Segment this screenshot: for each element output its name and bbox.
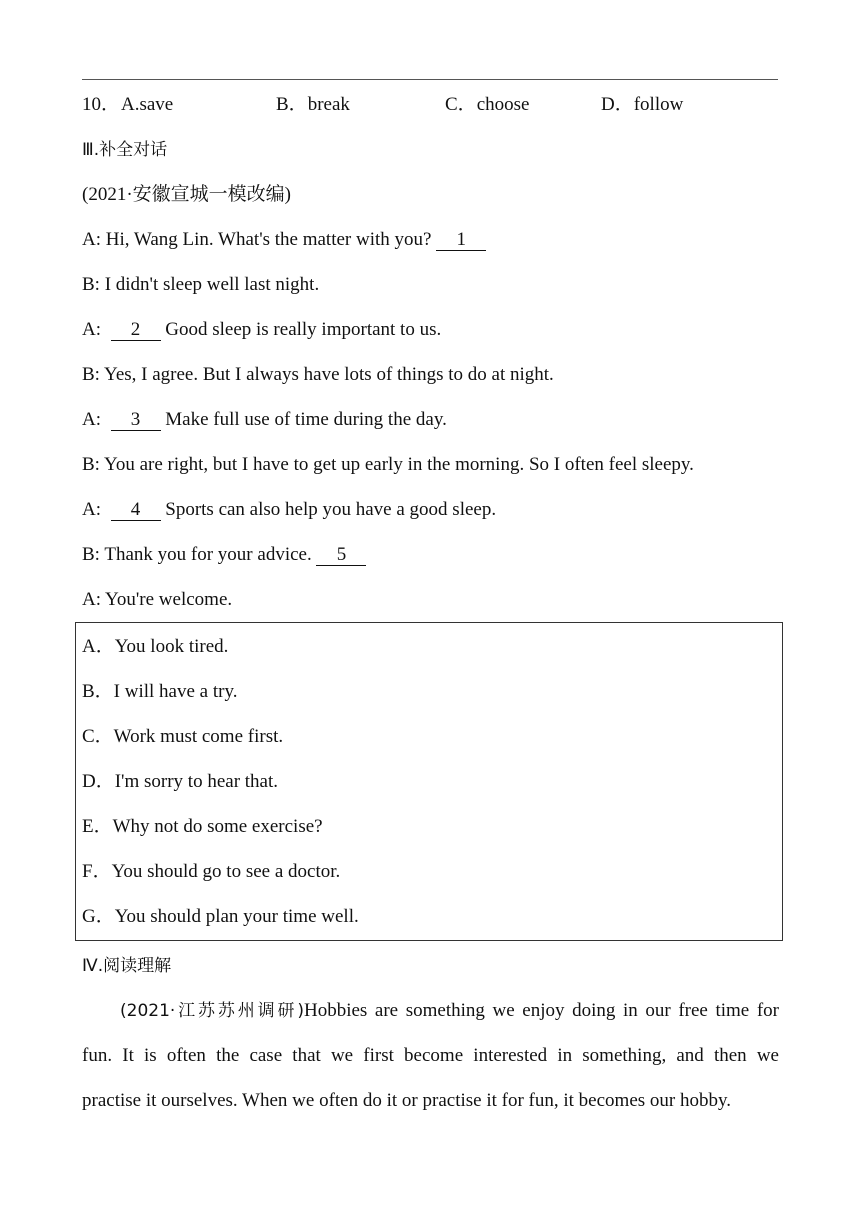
option-d: D．follow [601,94,684,115]
dialogue-line: A: 3 Make full use of time during the day. [82,409,447,430]
blank-2: 2 [111,320,161,341]
dialogue-line: B: You are right, but I have to get up early in the morning. So I often feel sleepy. [82,454,694,475]
section-3-heading: Ⅲ.补全对话 [82,140,168,160]
passage-line-2: fun. It is often the case that we first become interested in something, and then we [82,1045,779,1066]
option-b: B．break [276,94,350,115]
passage-line-1: (2021·江苏苏州调研)Hobbies are something we enjoy doing in our free time for [120,1000,779,1021]
option-c: C．choose [445,94,530,115]
choice-g: G．You should plan your time well. [82,906,359,927]
section-3-source: (2021·安徽宣城一模改编) [82,184,291,205]
reading-passage [82,988,779,1123]
choice-a: A．You look tired. [82,636,229,657]
choice-f: F．You should go to see a doctor. [82,861,341,882]
dialogue-line: A: 2 Good sleep is really important to us. [82,319,442,340]
dialogue-line: A: 4 Sports can also help you have a good sleep. [82,499,497,520]
choice-d: D．I'm sorry to hear that. [82,771,279,792]
choice-e: E．Why not do some exercise? [82,816,323,837]
dialogue-line: A: Hi, Wang Lin. What's the matter with you? 1 [82,228,486,252]
dialogue-line: B: Yes, I agree. But I always have lots of things to do at night. [82,364,554,385]
choice-b: B．I will have a try. [82,681,238,702]
blank-4: 4 [111,500,161,521]
question-10-number: 10． [82,94,121,115]
dialogue-line: A: You're welcome. [82,589,233,610]
dialogue-line: B: Thank you for your advice. 5 [82,543,366,567]
section-4-heading: Ⅳ.阅读理解 [82,956,172,976]
passage-line-3: practise it ourselves. When we often do it or practise it for fun, it becomes our hobby. [82,1090,731,1111]
blank-1: 1 [436,230,486,251]
blank-3: 3 [111,410,161,431]
dialogue-line: B: I didn't sleep well last night. [82,274,320,295]
option-a: A.save [121,94,174,115]
blank-5: 5 [316,545,366,566]
reading-source: (2021·江苏苏州调研) [120,1001,304,1021]
top-divider [82,79,778,80]
choice-c: C．Work must come first. [82,726,284,747]
